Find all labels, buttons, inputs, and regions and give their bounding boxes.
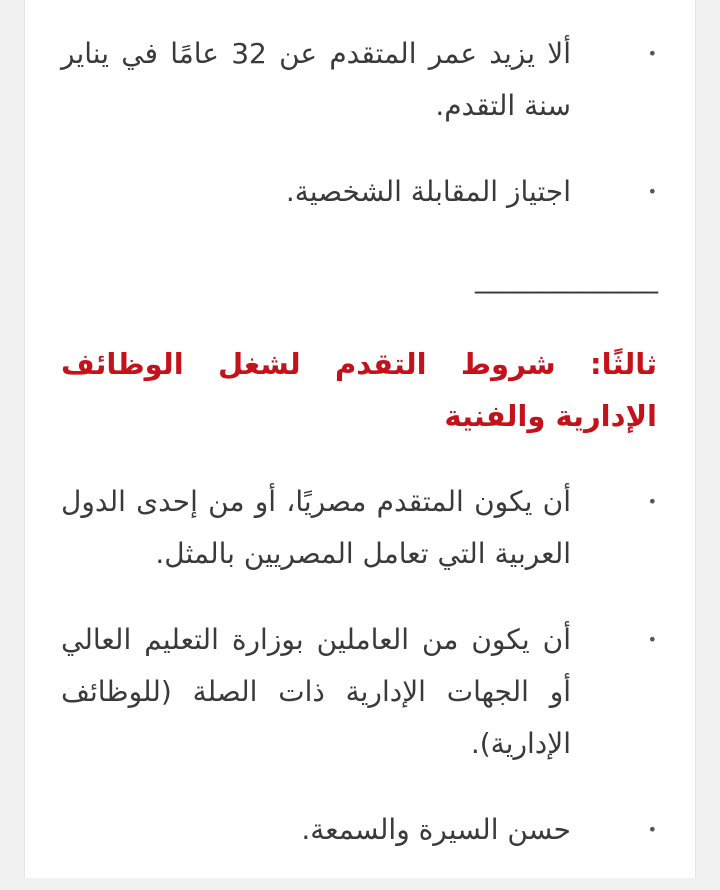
list-item-text: أن يكون المتقدم مصريًا، أو من إحدى الدول العربية التي تعامل المصريين بالمثل. (61, 485, 571, 570)
list-item-text: أن يكون من العاملين بوزارة التعليم العالي أو الجهات الإدارية ذات الصلة (للوظائف الإدارية). (61, 623, 571, 760)
bullet-icon: • (647, 630, 657, 649)
bullet-icon: • (647, 492, 657, 511)
list-item (61, 166, 657, 218)
list-item (61, 476, 657, 580)
list-item-text: حسن السيرة والسمعة. (301, 813, 571, 846)
list-item-text: اجتياز المقابلة الشخصية. (285, 175, 571, 208)
list-item (61, 804, 657, 856)
article-body (61, 28, 657, 890)
bullet-icon: • (647, 182, 657, 201)
bullet-icon: • (647, 820, 657, 839)
section-heading: ثالثًا: شروط التقدم لشغل الوظائف الإدارية والفنية (61, 347, 657, 433)
bullet-icon: • (647, 44, 657, 63)
separator-line: ______________ (475, 261, 657, 294)
list-item (61, 614, 657, 770)
list-item-text: ألا يزيد عمر المتقدم عن 32 عامًا في يناير سنة التقدم. (61, 37, 571, 122)
article-page (24, 0, 696, 878)
list-item (61, 28, 657, 132)
